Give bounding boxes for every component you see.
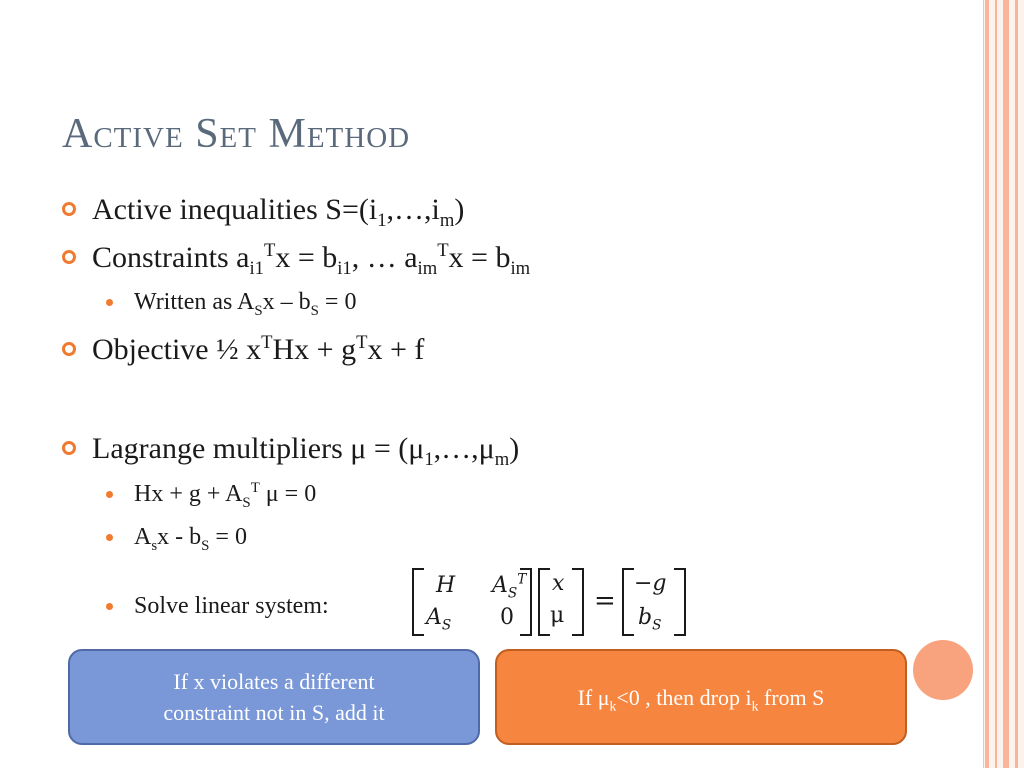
bullet-text: $Hx + g + A_S^T$ μ = 0 — [134, 480, 317, 511]
rhs-bracket-left — [622, 568, 634, 636]
matrix-bracket-right — [520, 568, 532, 636]
bullet-marker-icon — [62, 202, 76, 216]
matrix-cell-h: H — [436, 573, 456, 598]
bullet-dot-icon — [106, 534, 113, 541]
equals-sign: = — [594, 586, 616, 616]
matrix-cell-as: $A_S$ — [426, 605, 452, 634]
rhs-cell-neg-g: −g — [634, 571, 667, 596]
rhs-cell-bs: $b_S$ — [638, 605, 662, 634]
vector-cell-mu: μ — [550, 603, 565, 628]
vector-bracket-left — [538, 568, 550, 636]
bullet-dot-icon — [106, 299, 113, 306]
bullet-text: Active inequalities $S=(i_1,\dots,i_m)$ — [92, 193, 465, 231]
vector-cell-x: x — [552, 571, 565, 596]
drop-constraint-note — [495, 649, 907, 745]
add-constraint-note — [68, 649, 480, 745]
bullet-marker-icon — [62, 250, 76, 264]
bullet-dot-icon — [106, 491, 113, 498]
note-line-1: If x violates a different — [173, 669, 375, 694]
bullet-text: Solve linear system: — [134, 593, 329, 619]
matrix-cell-zero: 0 — [500, 605, 514, 630]
note-text: If $\mu_k<0$ , then drop $i_k$ from S — [577, 684, 825, 713]
decor-circle — [913, 640, 973, 700]
bullet-text: Written as $A_Sx - b_S = 0$ — [134, 289, 357, 319]
bullet-text: Constraints $a_{i1}^Tx = b_{i1}$, … $a_{im}^Tx = b_{im}$ — [92, 240, 531, 279]
bullet-text: Objective ½ $x^THx + g^Tx + f$ — [92, 332, 425, 366]
decor-stripe — [1003, 0, 1009, 768]
vector-bracket-right — [572, 568, 584, 636]
bullet-text: $A_sx - b_S = 0$ — [134, 524, 247, 554]
decor-stripe — [995, 0, 997, 768]
bullet-marker-icon — [62, 441, 76, 455]
matrix-cell-as-transpose: $A_S^T$ — [492, 571, 527, 602]
bullet-dot-icon — [106, 603, 113, 610]
bullet-text: Lagrange multipliers $\mu = (\mu_1,\dots,\mu_m)$ — [92, 432, 520, 470]
note-line-2: constraint not in S, add it — [163, 700, 385, 725]
decor-stripe — [1015, 0, 1018, 768]
matrix-bracket-left — [412, 568, 424, 636]
rhs-bracket-right — [674, 568, 686, 636]
bullet-marker-icon — [62, 342, 76, 356]
slide-title: Active Set Method — [62, 111, 411, 157]
decor-stripe — [985, 0, 989, 768]
